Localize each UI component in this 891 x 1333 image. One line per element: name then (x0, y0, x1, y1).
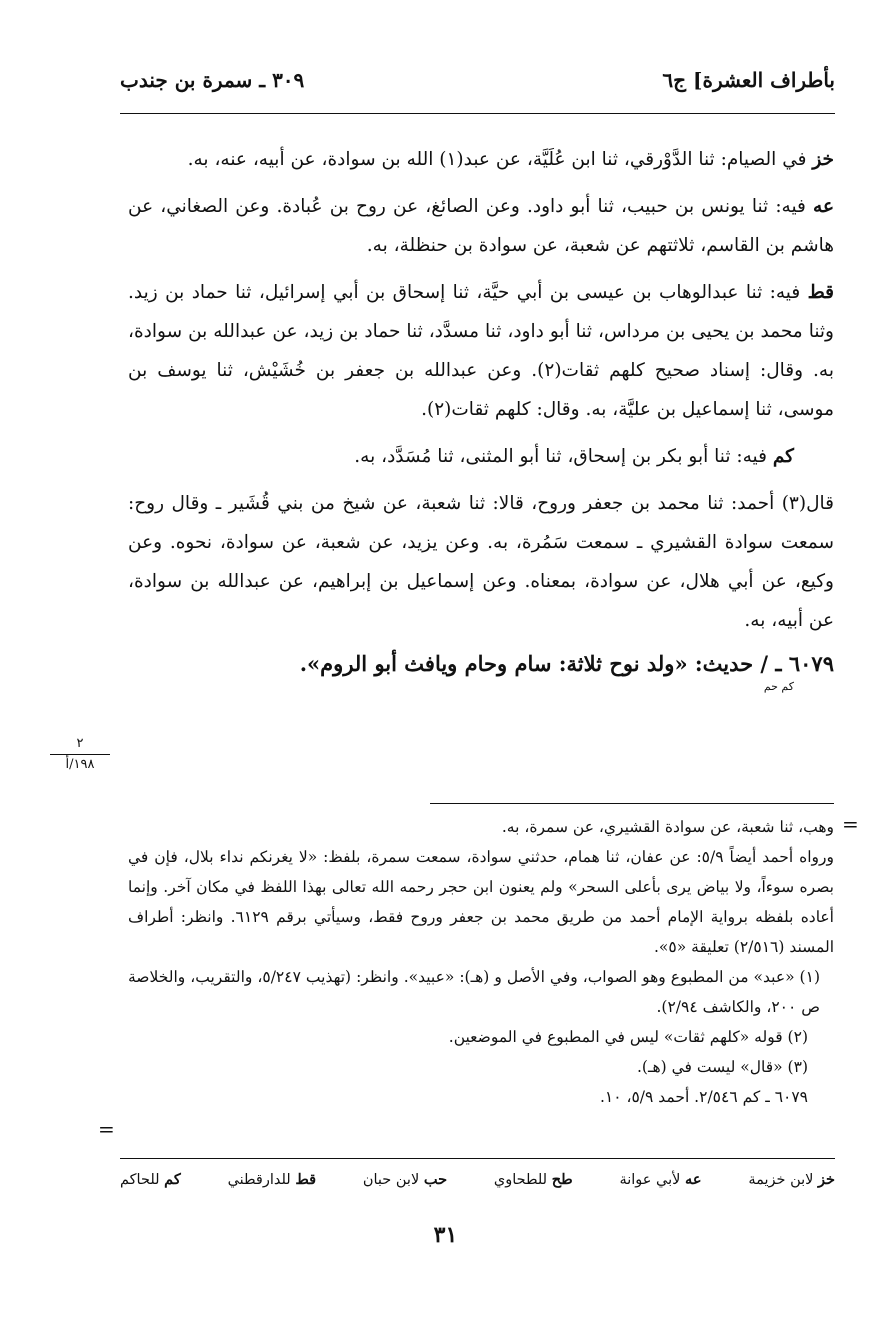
abbreviation-item: حب لابن حبان (362, 1171, 448, 1188)
abbreviation-item: قط للدارقطني (227, 1171, 317, 1188)
hadith-entry-6079 (128, 648, 834, 680)
footnote-continues-marker: = (98, 1117, 115, 1141)
paragraph-ah (128, 187, 834, 265)
paragraph-ahmad (128, 484, 834, 640)
abbreviation-item: عه لأبي عوانة (619, 1171, 702, 1188)
paragraph-text: قال(٣) أحمد: ثنا محمد بن جعفر وروح، قالا: ثنا شعبة، عن شيخ من بني قُشَير ـ وقال روح: سمعت سوادة القشيري ـ سمعت سَمُرة، به. وعن يزيد، عن شعبة، عن سوادة، نحوه. وعن وكيع، عن أبي هلال، عن سوادة، بمعناه. وعن إسماعيل بن إبراهيم، عن عبدالله بن سوادة، عن أبيه، به. (128, 493, 834, 631)
siglum-qt: قط (807, 282, 834, 303)
page-number: ٣١ (433, 1222, 458, 1248)
footnote-continuation-marker: = (842, 812, 859, 836)
footnotes (128, 812, 834, 1112)
siglum-khz: خز (812, 149, 834, 170)
margin-manuscript-ref (50, 736, 110, 773)
paragraph-khz (128, 140, 834, 179)
footnote-takhrij: ٦٠٧٩ ـ كم ٢/٥٤٦. أحمد ٥/٩، ١٠. (599, 1088, 808, 1106)
abbreviations-rule (120, 1158, 835, 1159)
abbreviations-key (120, 1166, 835, 1194)
paragraph-text: فيه: ثنا يونس بن حبيب، ثنا أبو داود. وعن الصائغ، عن روح بن عُبادة. وعن الصغاني، عن هاشم بن القاسم، ثلاثتهم عن شعبة، عن سوادة بن حنظلة، به. (128, 196, 834, 256)
margin-ref-top: ٢ (50, 736, 110, 755)
header-rule (120, 113, 835, 114)
paragraph-km (128, 437, 834, 476)
abbreviation-item: خز لابن خزيمة (748, 1171, 835, 1188)
paragraph-text: فيه: ثنا أبو بكر بن إسحاق، ثنا أبو المثنى، ثنا مُسَدَّد، به. (354, 446, 773, 467)
abbreviation-item: كم للحاكم (120, 1171, 181, 1188)
paragraph-qt (128, 273, 834, 429)
entry-text: / حديث: «ولد نوح ثلاثة: سام وحام ويافث أبو الروم». (299, 651, 776, 676)
entry-number: ٦٠٧٩ ـ (775, 651, 834, 676)
running-head-left: ٣٠٩ ـ سمرة بن جندب (120, 68, 305, 92)
footnote-continuation: ورواه أحمد أيضاً ٥/٩: عن عفان، ثنا همام، حدثني سوادة، سمعت سمرة، بلفظ: «لا يغرنكم نداء بلال، فإن في بصره سوءاً، ولا بياض يرى بأعلى السحر» ولم يعنون ابن حجر رحمه الله تعالى بهذا اللفظ في مكان آخر. وإنما أعاده بلفظه برواية الإمام أحمد من طريق محمد بن جعفر وروح فقط، وسيأتي برقم ٦١٢٩. وانظر: أطراف المسند (٢/٥١٦) تعليقة «٥». (128, 848, 835, 956)
entry-sources: كم حم (763, 680, 794, 693)
paragraph-text: في الصيام: ثنا الدَّوْرقي، ثنا ابن عُلَيَّة، عن عبد(١) الله بن سوادة، عن أبيه، عنه، به. (187, 149, 813, 170)
running-head-right: بأطراف العشرة] ج٦ (662, 68, 835, 92)
paragraph-text: فيه: ثنا عبدالوهاب بن عيسى بن أبي حيَّة، ثنا إسحاق بن أبي إسرائيل، ثنا حماد بن زيد. وثنا محمد بن يحيى بن مرداس، ثنا أبو داود، ثنا مسدَّد، ثنا حماد بن زيد، عن عبدالله بن سوادة، به. وقال: إسناد صحيح كلهم ثقات(٢). وعن عبدالله بن جعفر بن خُشَيْش، ثنا يوسف بن موسى، ثنا إسماعيل بن عليَّة، به. وقال: كلهم ثقات(٢). (128, 282, 834, 420)
footnote-continuation: وهب، ثنا شعبة، عن سوادة القشيري، عن سمرة، به. (501, 818, 834, 836)
footnote-rule (430, 803, 834, 804)
abbreviation-item: طح للطحاوي (493, 1171, 573, 1188)
margin-ref-bottom: ١٩٨/أ (65, 757, 95, 772)
siglum-ah: عه (813, 196, 834, 217)
main-text (128, 140, 834, 694)
footnote-3: (٣) «قال» ليست في (هـ). (636, 1058, 808, 1076)
footnote-2: (٢) قوله «كلهم ثقات» ليس في المطبوع في الموضعين. (448, 1028, 808, 1046)
siglum-km: كم (772, 446, 794, 467)
running-head (120, 60, 835, 100)
footnote-1: (١) «عبد» من المطبوع وهو الصواب، وفي الأصل و (هـ): «عبيد». وانظر: (تهذيب ٥/٢٤٧، والتقريب، والخلاصة ص ٢٠٠، والكاشف ٢/٩٤). (128, 968, 820, 1016)
